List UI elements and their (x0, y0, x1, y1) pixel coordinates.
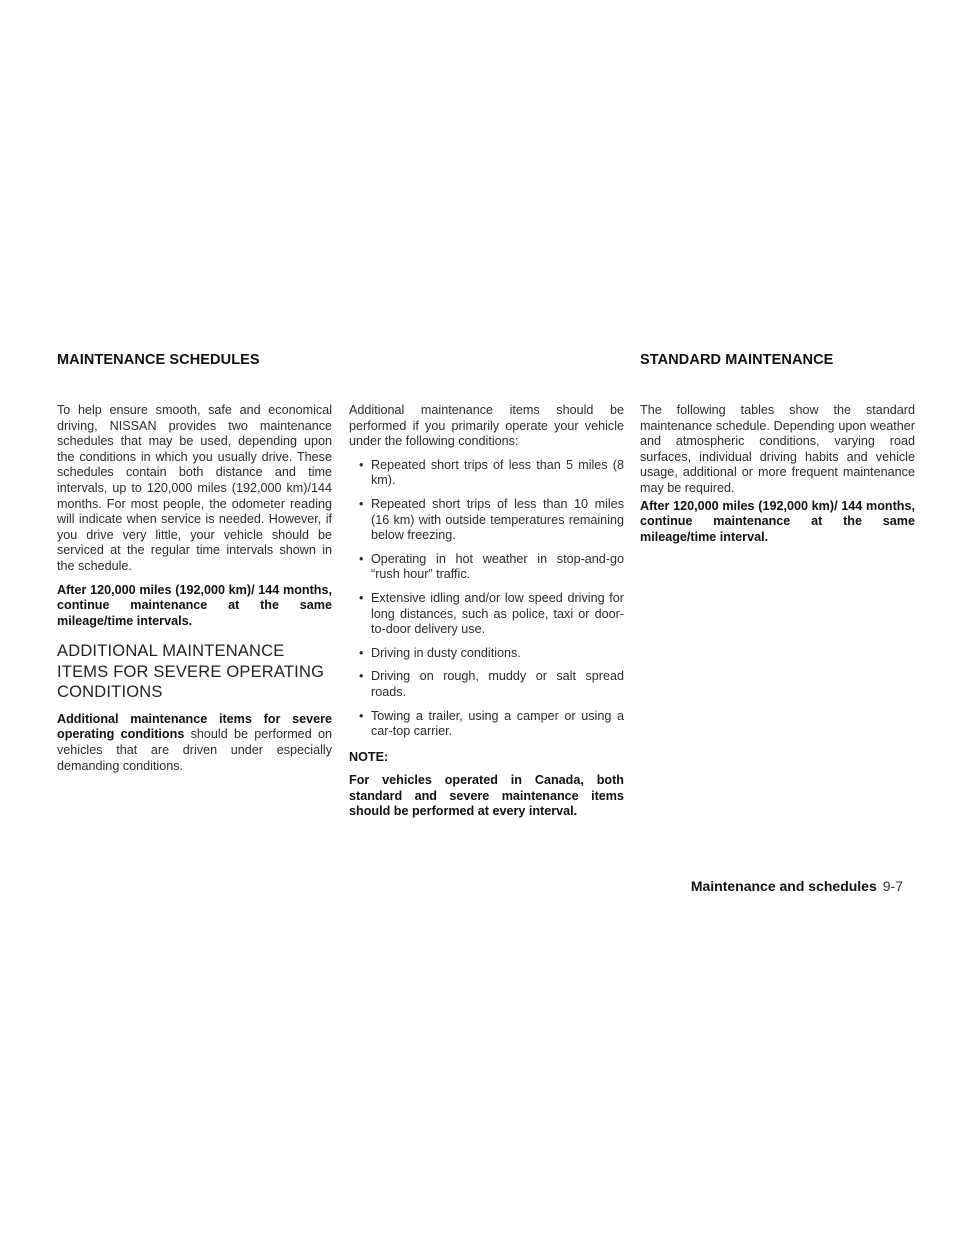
list-item: • Operating in hot weather in stop-and-go “rush hour” traffic. (349, 552, 624, 583)
list-item: • Driving on rough, muddy or salt spread roads. (349, 669, 624, 700)
severe-conditions-bold: Additional maintenance items for severe operating conditions (57, 711, 332, 742)
intro-paragraph: To help ensure smooth, safe and economical driving, NISSAN provides two maintenance schedules that may be used, depending upon the conditions in which you usually drive. These schedules contain both distance and time intervals, up to 120,000 miles (192,000 km)/144 months. For most people, the odometer reading will indicate when service is needed. However, if you drive very little, your vehicle should be serviced at the regular time intervals shown in the schedule. (57, 403, 332, 573)
conditions-list (349, 458, 624, 740)
note-label: NOTE: (349, 749, 389, 764)
column-2 (349, 403, 624, 828)
standard-intro: The following tables show the standard maintenance schedule. Depending upon weather and atmospheric conditions, varying road surfaces, individual driving habits and vehicle usage, additional or more frequent maintenance may be required. (640, 403, 915, 495)
heading-standard-maintenance: STANDARD MAINTENANCE (640, 352, 834, 368)
conditions-intro: Additional maintenance items should be performed if you primarily operate your vehicle under the following conditions: (349, 403, 624, 449)
severe-conditions-paragraph (57, 712, 332, 774)
severe-conditions-subheading: ADDITIONAL MAINTENANCE ITEMS FOR SEVERE OPERATING CONDITIONS (57, 642, 325, 702)
list-item: • Repeated short trips of less than 10 miles (16 km) with outside temperatures remaining below freezing. (349, 497, 624, 544)
column-3 (640, 403, 915, 553)
page-number: 9-7 (882, 878, 903, 894)
after-120000-note: After 120,000 miles (192,000 km)/ 144 months, continue maintenance at the same mileage/time intervals. (57, 582, 332, 628)
page-footer (691, 878, 903, 894)
list-item: • Towing a trailer, using a camper or using a car-top carrier. (349, 709, 624, 740)
footer-section-title: Maintenance and schedules (690, 878, 877, 894)
standard-after-note: After 120,000 miles (192,000 km)/ 144 months, continue maintenance at the same mileage/time interval. (640, 498, 915, 544)
severe-conditions-text: should be performed on vehicles that are driven under especially demanding conditions. (57, 727, 332, 773)
list-item: • Extensive idling and/or low speed driving for long distances, such as police, taxi or door-to-door delivery use. (349, 591, 624, 638)
list-item: • Driving in dusty conditions. (349, 646, 624, 662)
heading-maintenance-schedules: MAINTENANCE SCHEDULES (57, 352, 260, 368)
note-text: For vehicles operated in Canada, both standard and severe maintenance items should be performed at every interval. (349, 773, 624, 819)
list-item: • Repeated short trips of less than 5 miles (8 km). (349, 458, 624, 489)
column-1 (57, 403, 332, 782)
